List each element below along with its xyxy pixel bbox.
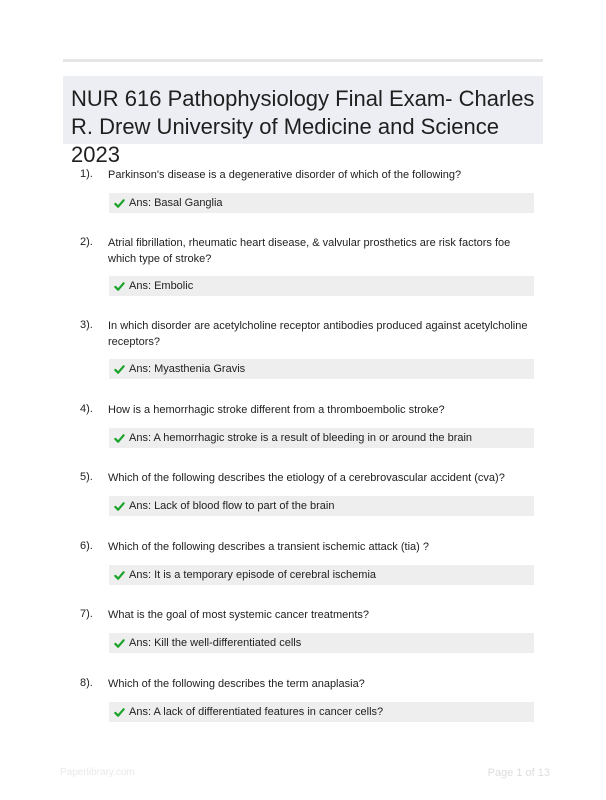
answer-text: Ans: Basal Ganglia bbox=[129, 197, 223, 209]
question-number: 1). bbox=[80, 168, 93, 180]
answer-text: Ans: A hemorrhagic stroke is a result of bleeding in or around the brain bbox=[129, 432, 473, 444]
question-number: 7). bbox=[80, 608, 93, 620]
check-icon bbox=[114, 364, 125, 375]
question-text: What is the goal of most systemic cancer treatments? bbox=[108, 609, 370, 621]
question-number: 4). bbox=[80, 403, 93, 415]
question-text: Which of the following describes the etiology of a cerebrovascular accident (cva)? bbox=[108, 472, 505, 484]
answer-box bbox=[109, 702, 534, 722]
check-icon bbox=[114, 281, 125, 292]
footer-site-watermark: Paperlibrary.com bbox=[60, 767, 135, 778]
question-number: 8). bbox=[80, 677, 93, 689]
question-text: Parkinson's disease is a degenerative disorder of which of the following? bbox=[108, 169, 462, 181]
question-text: In which disorder are acetylcholine receptor antibodies produced against acetylcholine receptors? bbox=[108, 320, 528, 348]
check-icon bbox=[114, 570, 125, 581]
answer-box bbox=[109, 565, 534, 585]
answer-text: Ans: A lack of differentiated features in cancer cells? bbox=[129, 706, 384, 718]
answer-box bbox=[109, 193, 534, 213]
answer-text: Ans: Kill the well-differentiated cells bbox=[129, 637, 302, 649]
answer-text: Ans: Lack of blood flow to part of the brain bbox=[129, 500, 335, 512]
title-banner bbox=[63, 76, 543, 167]
page-number: Page 1 of 13 bbox=[487, 767, 550, 779]
check-icon bbox=[114, 198, 125, 209]
answer-box bbox=[109, 633, 534, 653]
answer-box bbox=[109, 359, 534, 379]
page-title: NUR 616 Pathophysiology Final Exam- Charles R. Drew University of Medicine and Science 2023 bbox=[71, 86, 535, 167]
question-text: How is a hemorrhagic stroke different from a thromboembolic stroke? bbox=[108, 404, 445, 416]
question-text: Atrial fibrillation, rheumatic heart disease, & valvular prosthetics are risk factors foe which type of stroke? bbox=[108, 237, 511, 265]
check-icon bbox=[114, 501, 125, 512]
answer-text: Ans: Myasthenia Gravis bbox=[129, 363, 246, 375]
check-icon bbox=[114, 433, 125, 444]
answer-text: Ans: Embolic bbox=[129, 280, 194, 292]
check-icon bbox=[114, 638, 125, 649]
answer-box bbox=[109, 276, 534, 296]
answer-box bbox=[109, 428, 534, 448]
top-divider bbox=[63, 59, 543, 62]
answer-box bbox=[109, 496, 534, 516]
check-icon bbox=[114, 707, 125, 718]
question-number: 5). bbox=[80, 471, 93, 483]
question-text: Which of the following describes a transient ischemic attack (tia) ? bbox=[108, 541, 429, 553]
question-text: Which of the following describes the term anaplasia? bbox=[108, 678, 365, 690]
answer-text: Ans: It is a temporary episode of cerebral ischemia bbox=[129, 569, 377, 581]
question-number: 3). bbox=[80, 319, 93, 331]
question-number: 6). bbox=[80, 540, 93, 552]
question-number: 2). bbox=[80, 236, 93, 248]
